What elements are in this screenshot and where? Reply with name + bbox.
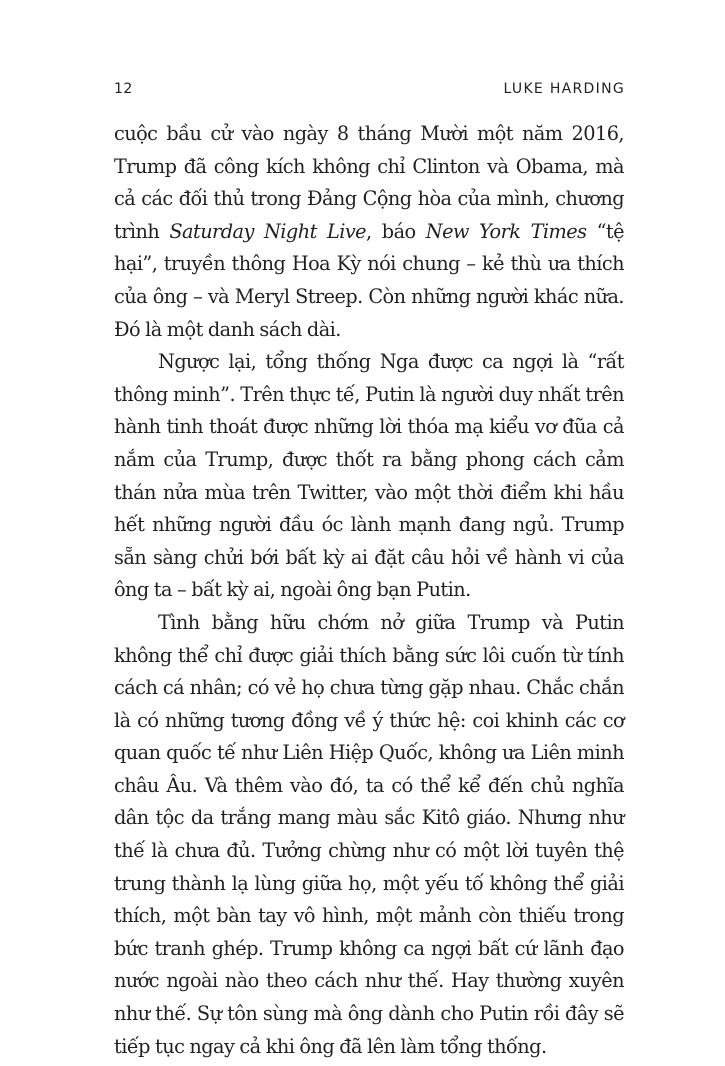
paragraph-putin-praise: Ngược lại, tổng thống Nga được ca ngợi là “rất thông minh”. Trên thực tế, Putin là người duy nhất trên hành tinh thoát được những lời thóa mạ kiểu vơ đũa cả nắm của Trump, được thốt ra bằng phong cách cảm thán nửa mùa trên Twitter, vào một thời điểm khi hầu hết những người đầu óc lành mạnh đang ngủ. Trump sẵn sàng chửi bới bất kỳ ai đặt câu hỏi về hành vi của ông ta – bất kỳ ai, ngoài ông bạn Putin. <box>114 350 624 602</box>
show-title-italic: Saturday Night Live <box>169 219 367 243</box>
author-name: LUKE HARDING <box>503 81 625 97</box>
body-text <box>114 118 624 1063</box>
paragraph-text-segment: “tệ hại”, truyền thông Hoa Kỳ nói chung – kẻ thù ưa thích của ông – và Meryl Streep. Còn những người khác nữa. Đó là một danh sách dài. <box>114 219 624 341</box>
running-header <box>114 81 625 101</box>
newspaper-title-italic: New York Times <box>425 219 587 243</box>
paragraph-text-segment: cuộc bầu cử vào ngày 8 tháng Mười một năm 2016, Trump đã công kích không chỉ Clinton và Obama, mà cả các đối thủ trong Đảng Cộng hòa của mình, chương trình <box>114 122 624 243</box>
paragraph-friendship: Tình bằng hữu chớm nở giữa Trump và Putin không thể chỉ được giải thích bằng sức lôi cuốn từ tính cách cá nhân; có vẻ họ chưa từng gặp nhau. Chắc chắn là có những tương đồng về ý thức hệ: coi khinh các cơ quan quốc tế như Liên Hiệp Quốc, không ưa Liên minh châu Âu. Và thêm vào đó, ta có thể kể đến chủ nghĩa dân tộc da trắng mang màu sắc Kitô giáo. Nhưng như thế là chưa đủ. Tưởng chừng như có một lời tuyên thệ trung thành lạ lùng giữa họ, một yếu tố không thể giải thích, một bàn tay vô hình, một mảnh còn thiếu trong bức tranh ghép. Trump không ca ngợi bất cứ lãnh đạo nước ngoài nào theo cách như thế. Hay thường xuyên như thế. Sự tôn sùng mà ông dành cho Putin rồi đây sẽ tiếp tục ngay cả khi ông đã lên làm tổng thống. <box>114 610 624 1058</box>
paragraph-continued <box>114 118 624 346</box>
paragraph-text-segment: , báo <box>366 219 426 243</box>
page-number: 12 <box>114 81 133 97</box>
